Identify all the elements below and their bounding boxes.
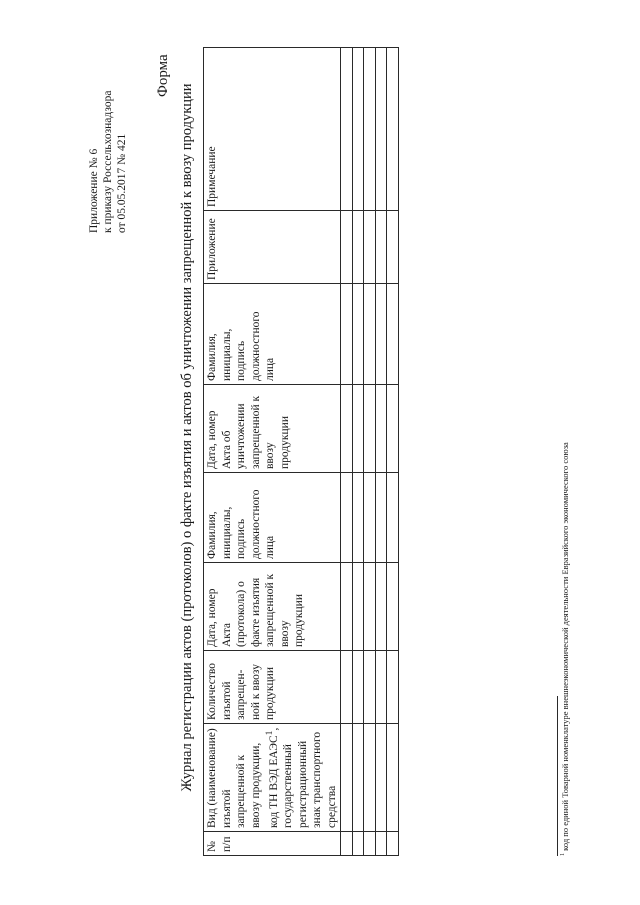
table-cell: [364, 563, 376, 651]
table-cell: [352, 48, 364, 211]
table-cell: [364, 724, 376, 832]
table-cell: [387, 724, 399, 832]
table-cell: [364, 211, 376, 284]
table-row: [352, 48, 364, 856]
table-header-row: [204, 48, 341, 856]
table-cell: [375, 473, 387, 563]
table-body: [341, 48, 399, 856]
table-cell: [352, 284, 364, 385]
table-cell: [341, 724, 353, 832]
table-cell: [341, 651, 353, 724]
table-cell: [341, 832, 353, 856]
footnote-divider: [557, 696, 558, 856]
table-cell: [364, 284, 376, 385]
header-product-type-tail: , государственный регистрационный знак транспортного средства: [267, 727, 338, 828]
header-destruction-act: Дата, номер Акта об уничтожении запрещенной к ввозу продукции: [204, 385, 341, 473]
table-cell: [387, 48, 399, 211]
header-official-signature-2: Фамилия, инициалы, подпись должностного лица: [204, 284, 341, 385]
footnote: [560, 442, 570, 856]
header-product-type: [204, 724, 341, 832]
table-cell: [375, 385, 387, 473]
table-row: [387, 48, 399, 856]
table-cell: [352, 211, 364, 284]
table-cell: [387, 211, 399, 284]
header-quantity: Количество изъятой запрещен-ной к ввозу продукции: [204, 651, 341, 724]
footnote-marker: 1: [560, 853, 567, 856]
table-cell: [375, 724, 387, 832]
table-cell: [375, 284, 387, 385]
approval-line-1: Приложение № 6: [88, 148, 100, 233]
header-note: Примечание: [204, 48, 341, 211]
table-row: [364, 48, 376, 856]
table-cell: [387, 563, 399, 651]
table-cell: [341, 385, 353, 473]
form-label: Форма: [155, 54, 171, 97]
table-cell: [364, 473, 376, 563]
table-cell: [352, 385, 364, 473]
table-cell: [341, 473, 353, 563]
table-cell: [364, 832, 376, 856]
table-cell: [375, 563, 387, 651]
table-cell: [387, 385, 399, 473]
footnote-ref: 1: [264, 730, 275, 736]
table-cell: [364, 651, 376, 724]
table-row: [375, 48, 387, 856]
table-cell: [352, 724, 364, 832]
table-cell: [387, 284, 399, 385]
table-cell: [341, 284, 353, 385]
table-cell: [364, 48, 376, 211]
table-cell: [375, 211, 387, 284]
table-cell: [387, 473, 399, 563]
table-cell: [375, 651, 387, 724]
table-cell: [341, 563, 353, 651]
table-cell: [341, 211, 353, 284]
header-official-signature-1: Фамилия, инициалы, подпись должностного лица: [204, 473, 341, 563]
header-number: № п/п: [204, 832, 341, 856]
approval-line-3: от 05.05.2017 № 421: [116, 133, 128, 233]
header-product-type-text: Вид (наименование) изъятой запрещенной к ввозу продукции, код ТН ВЭД ЕАЭС: [206, 728, 280, 828]
table-cell: [364, 385, 376, 473]
table-cell: [387, 832, 399, 856]
table-cell: [375, 832, 387, 856]
table-cell: [352, 563, 364, 651]
table-cell: [352, 832, 364, 856]
table-cell: [375, 48, 387, 211]
table-cell: [352, 473, 364, 563]
document-title: Журнал регистрации актов (протоколов) о факте изъятия и актов об уничтожении запрещенной к ввозу продукции: [179, 83, 195, 792]
journal-table: [203, 47, 399, 856]
header-seizure-act: Дата, номер Акта (протокола) о факте изъятия запрещенной к ввозу продукции: [204, 563, 341, 651]
approval-block: [87, 33, 129, 233]
table-cell: [352, 651, 364, 724]
footnote-text: код по единой Товарной номенклатуре внешнеэкономической деятельности Евразийского экономического союза: [560, 442, 570, 851]
table-cell: [341, 48, 353, 211]
header-attachment: Приложение: [204, 211, 341, 284]
table-row: [341, 48, 353, 856]
approval-line-2: к приказу Россельхознадзора: [102, 90, 114, 233]
table-cell: [387, 651, 399, 724]
